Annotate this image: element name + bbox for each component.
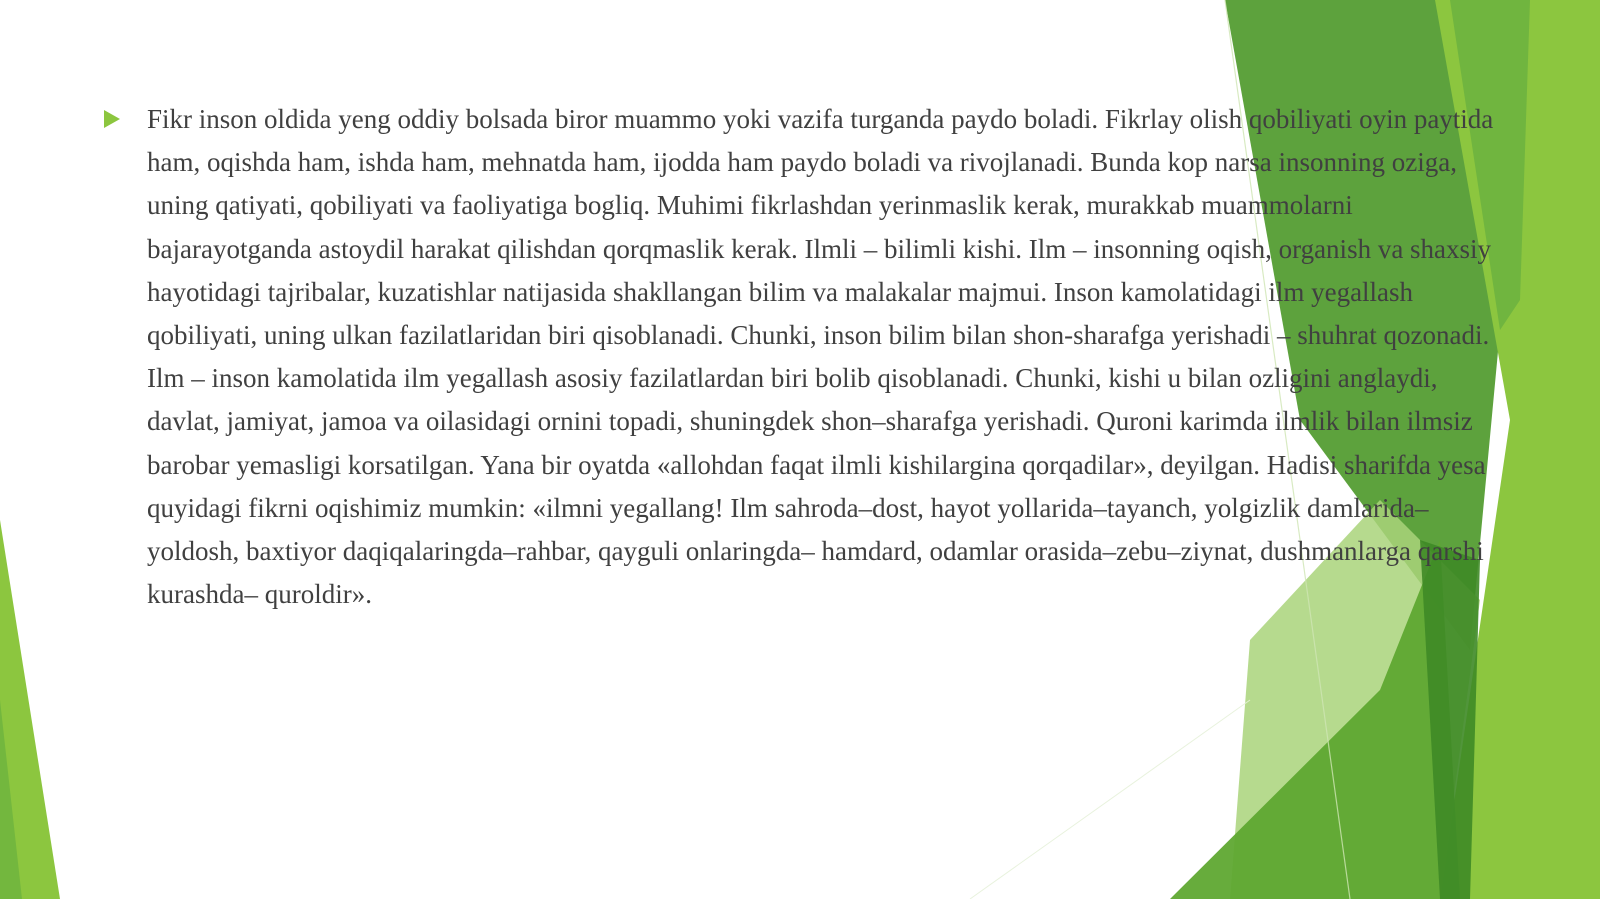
content-area bbox=[100, 98, 1500, 798]
triangle-bullet-icon bbox=[104, 110, 120, 128]
body-paragraph: Fikr inson oldida yeng oddiy bolsada biror muammo yoki vazifa turganda paydo boladi. Fikrlay olish qobiliyati oyin paytida ham, oqishda ham, ishda ham, mehnatda ham, ijodda ham paydo boladi va rivojlanadi. Bunda kop narsa insonning oziga, uning qatiyati, qobiliyati va faoliyatiga bogliq. Muhimi fikrlashdan yerinmaslik kerak, murakkab muammolarni bajarayotganda astoydil harakat qilishdan qorqmaslik kerak. Ilmli – bilimli kishi. Ilm – insonning oqish, organish va shaxsiy hayotidagi tajribalar, kuzatishlar natijasida shakllangan bilim va malakalar majmui. Inson kamolatidagi ilm yegallash qobiliyati, uning ulkan fazilatlaridan biri qisoblanadi. Chunki, inson bilim bilan shon-sharafga yerishadi – shuhrat qozonadi. Ilm – inson kamolatida ilm yegallash asosiy fazilatlardan biri bolib qisoblanadi. Chunki, kishi u bilan ozligini anglaydi, davlat, jamiyat, jamoa va oilasidagi ornini topadi, shuningdek shon–sharafga yerishadi. Quroni karimda ilmlik bilan ilmsiz barobar yemasligi korsatilgan. Yana bir oyatda «allohdan faqat ilmli kishilargina qorqadilar», deyilgan. Hadisi sharifda yesa quyidagi fikrni oqishimiz mumkin: «ilmni yegallang! Ilm sahroda–dost, hayot yollarida–tayanch, yolgizlik damlarida–yoldosh, baxtiyor daqiqalaringda–rahbar, qayguli onlaringda– hamdard, odamlar orasida–zebu–ziynat, dushmanlarga qarshi kurashda– quroldir». bbox=[147, 104, 1494, 610]
bullet-item bbox=[100, 98, 1500, 616]
